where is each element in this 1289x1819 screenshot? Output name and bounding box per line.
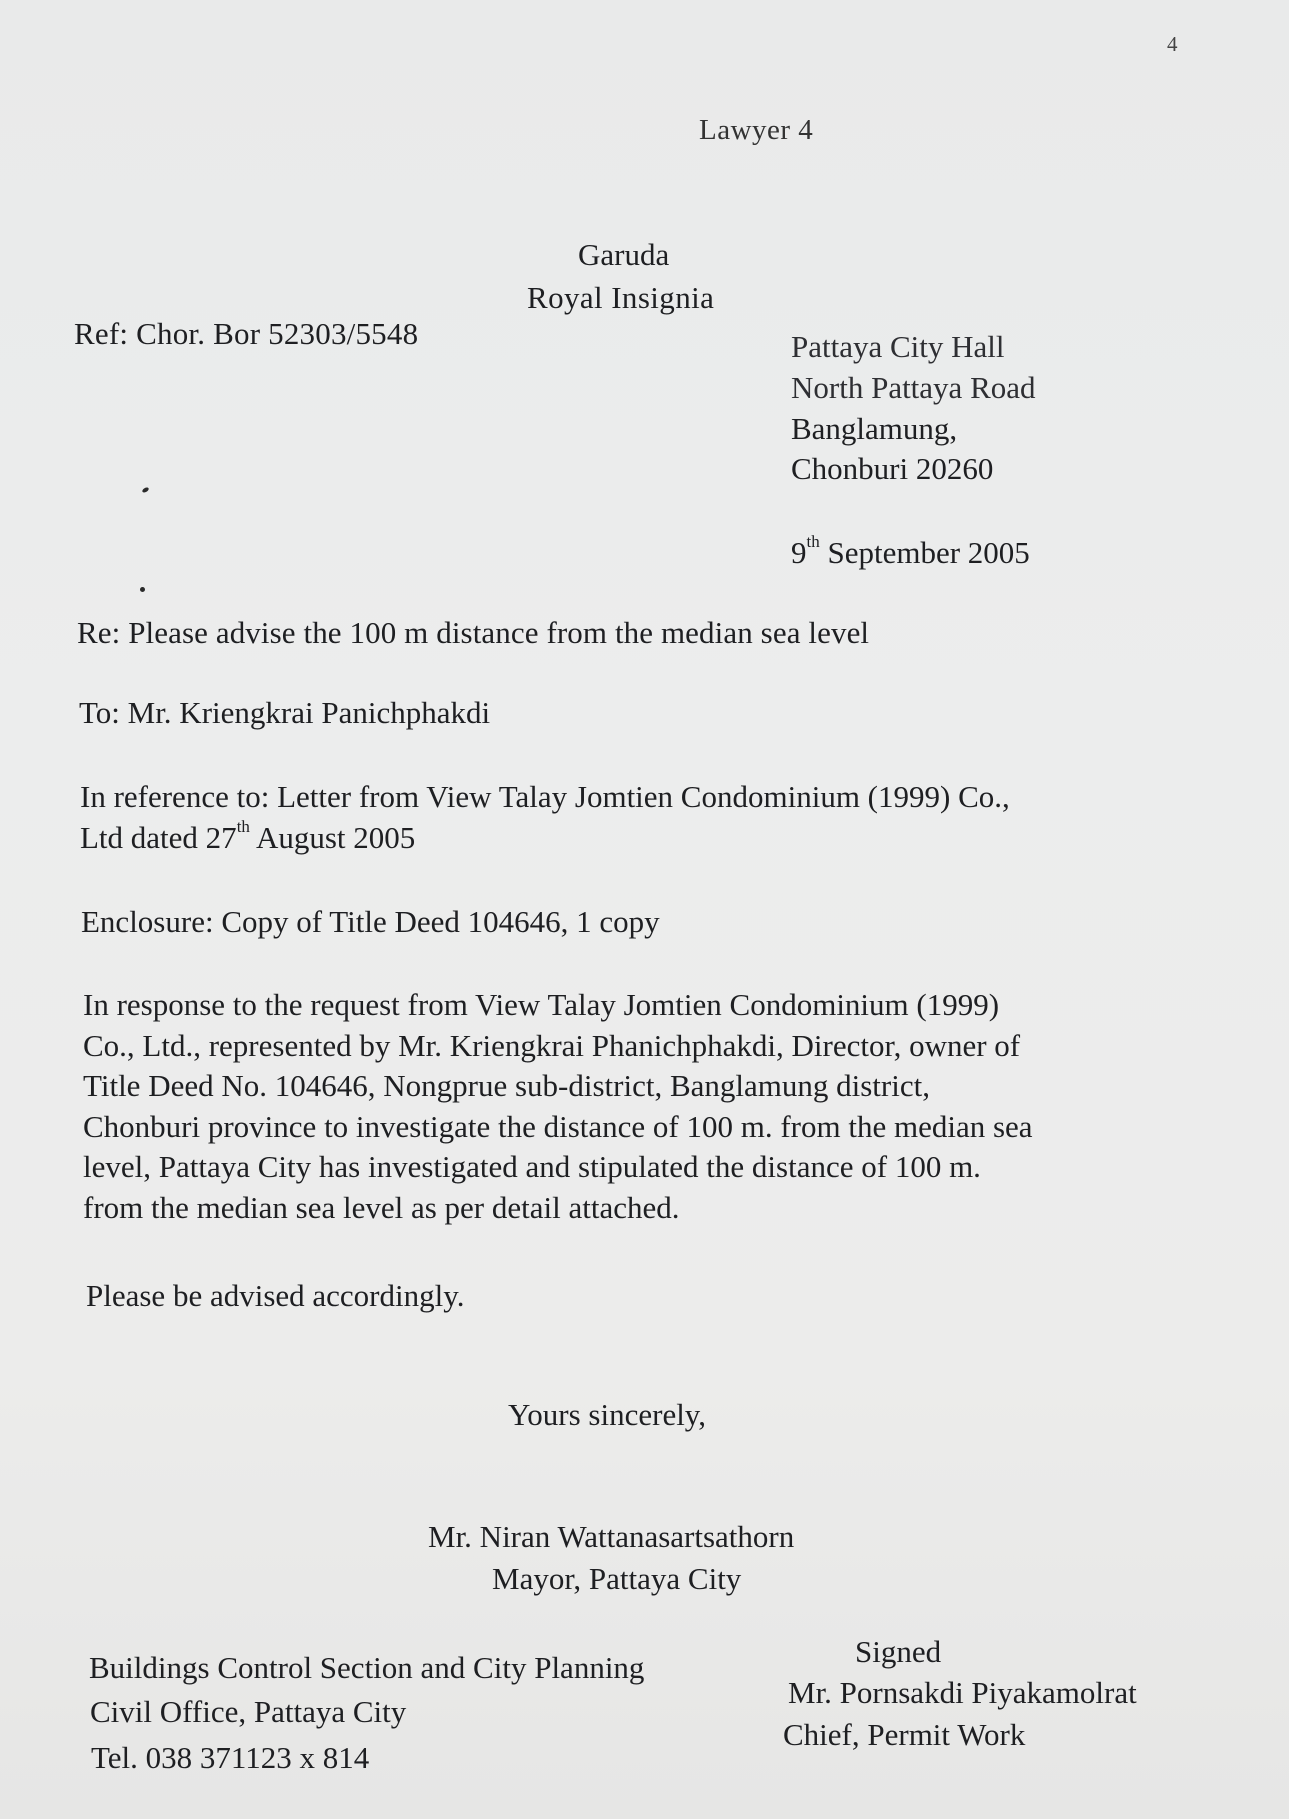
address-line-3: Banglamung, <box>791 411 958 446</box>
body-line-2: Co., Ltd., represented by Mr. Kriengkrai Phanichphakdi, Director, owner of <box>83 1027 1021 1063</box>
reference-letter-prefix: Ltd dated 27 <box>80 820 237 855</box>
footer-left-line-1: Buildings Control Section and City Planning <box>89 1650 645 1685</box>
address-line-1: Pattaya City Hall <box>791 329 1005 364</box>
date-rest: September 2005 <box>827 535 1030 570</box>
ink-speck <box>140 587 145 592</box>
insignia-line-1: Garuda <box>578 237 670 272</box>
signatory-title: Mayor, Pattaya City <box>492 1561 742 1596</box>
body-line-6: from the median sea level as per detail attached. <box>83 1189 680 1225</box>
reference-letter-line-1: In reference to: Letter from View Talay Jomtien Condominium (1999) Co., <box>80 779 1010 814</box>
reference-number: Ref: Chor. Bor 52303/5548 <box>74 316 419 351</box>
signatory-name: Mr. Niran Wattanasartsathorn <box>428 1519 795 1554</box>
footer-right-name: Mr. Pornsakdi Piyakamolrat <box>788 1675 1137 1710</box>
header-label: Lawyer 4 <box>699 114 814 146</box>
subject-line: Re: Please advise the 100 m distance from the median sea level <box>77 615 870 650</box>
address-line-4: Chonburi 20260 <box>791 451 994 486</box>
footer-signed-label: Signed <box>855 1634 942 1669</box>
reference-letter-suffix: th <box>236 817 250 836</box>
body-line-5: level, Pattaya City has investigated and stipulated the distance of 100 m. <box>83 1149 981 1184</box>
date-suffix: th <box>806 532 820 551</box>
reference-letter-line-2 <box>80 817 416 855</box>
date-day: 9 <box>791 535 807 570</box>
body-line-3: Title Deed No. 104646, Nongprue sub-district, Banglamung district, <box>83 1068 930 1103</box>
ink-speck <box>141 487 149 494</box>
footer-right-title: Chief, Permit Work <box>783 1717 1026 1752</box>
footer-left-line-2: Civil Office, Pattaya City <box>90 1694 407 1729</box>
page-number: 4 <box>1167 32 1178 56</box>
recipient-line: To: Mr. Kriengkrai Panichphakdi <box>79 695 491 730</box>
insignia-line-2: Royal Insignia <box>527 280 715 315</box>
closing-advice: Please be advised accordingly. <box>86 1278 465 1313</box>
reference-letter-rest: August 2005 <box>255 820 416 855</box>
enclosure-line: Enclosure: Copy of Title Deed 104646, 1 copy <box>81 904 660 939</box>
footer-left-line-3: Tel. 038 371123 x 814 <box>91 1740 370 1775</box>
address-line-2: North Pattaya Road <box>791 370 1036 405</box>
body-line-1: In response to the request from View Talay Jomtien Condominium (1999) <box>83 987 1000 1022</box>
valediction: Yours sincerely, <box>508 1397 707 1432</box>
letter-date <box>791 532 1030 570</box>
body-paragraph <box>83 985 1033 1228</box>
body-line-4: Chonburi province to investigate the distance of 100 m. from the median sea <box>83 1108 1033 1144</box>
